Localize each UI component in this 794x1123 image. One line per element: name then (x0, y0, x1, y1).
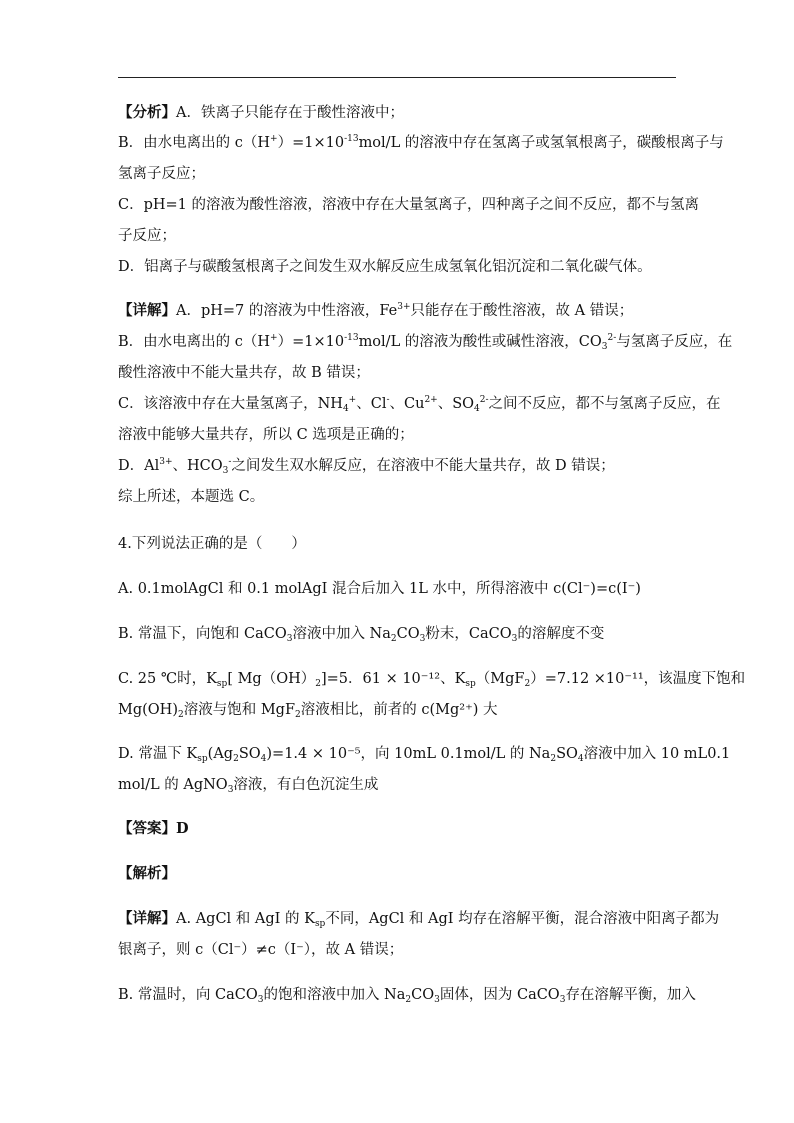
detail1-tag: 【详解】 (118, 302, 176, 319)
analysis-line-3: 氢离子反应； (118, 166, 205, 182)
analysis-line-1: 【分析】A．铁离子只能存在于酸性溶液中； (118, 104, 404, 121)
analysis-tag: 【分析】 (118, 104, 176, 121)
answer: 【答案】D (118, 820, 189, 837)
option-c-line-2: $Mg(OH)_2$溶液与饱和 MgF$_2$溶液相比，前者的 c(Mg²⁺) 大 (118, 702, 498, 720)
header-rule (118, 77, 676, 78)
detail2-line-2: 银离子，则 c（Cl⁻）≠c（I⁻），故 A 错误； (118, 942, 404, 958)
detail2-line-3: B. 常温时，向 CaCO$_3$的饱和溶液中加入 $Na_2CO_3$固体，因为 CaCO$_3$存在溶解平衡，加入 (118, 987, 696, 1005)
option-d-line-1: D. 常温下 $K_{sp}(Ag_2SO_4)=1.4 \times 10^{-5}$，向 10mL 0.1mol/L 的 $Na_2SO_4$溶液中加入 10 mL0.1 (118, 746, 731, 764)
detail1-line-5: 溶液中能够大量共存，所以 C 选项是正确的； (118, 427, 414, 443)
analysis-line-6: D．铝离子与碳酸氢根离子之间发生双水解反应生成氢氧化铝沉淀和二氧化碳气体。 (118, 259, 652, 275)
detail2-tag: 【详解】 (118, 910, 176, 927)
detail1-line-4: C．该溶液中存在大量氢离子，$NH_4^+$、Cl-、$Cu^{2+}$、$SO_4^{2-}$之间不反应，都不与氢离子反应，在 (118, 395, 721, 414)
detail1-line-7: 综上所述，本题选 C。 (118, 489, 265, 505)
question-stem: 4.下列说法正确的是（ ） (118, 536, 306, 552)
analysis-line-5: 子反应； (118, 228, 176, 244)
detail1-line-2: B．由水电离出的 $c(H^+)=1\times 10^{-13}mol/L$ 的溶液为酸性或碱性溶液，$CO_3^{2-}$与氢离子反应，在 (118, 333, 733, 352)
option-c-line-1: C. 25 ℃时，$K_{sp}$[ $Mg(OH)_2]=5$．61 × 10⁻¹²、$K_{sp}(MgF_2)=7.12 \times 10^{-11}$，该温度下饱和 (118, 671, 746, 689)
detail1-line-3: 酸性溶液中不能大量共存，故 B 错误； (118, 365, 370, 381)
detail2-line-1: 【详解】A. AgCl 和 AgI 的 $K_{sp}$不同，AgCl 和 AgI 均存在溶解平衡，混合溶液中阳离子都为 (118, 910, 720, 929)
analysis-line-2: B．由水电离出的 $c(H^+)=1\times 10^{-13}mol/L$ 的溶液中存在氢离子或氢氧根离子，碳酸根离子与 (118, 134, 724, 151)
option-b: B. 常温下，向饱和 CaCO$_3$溶液中加入 $Na_2CO_3$粉末，CaCO$_3$的溶解度不变 (118, 626, 605, 644)
explanation-heading: 【解析】 (118, 865, 176, 882)
analysis-line-4: C．pH=1 的溶液为酸性溶液，溶液中存在大量氢离子，四种离子之间不反应，都不与氢离 (118, 197, 700, 213)
option-a: A. 0.1molAgCl 和 0.1 molAgI 混合后加入 1L 水中，所得溶液中 c(Cl⁻)=c(I⁻) (118, 581, 641, 597)
detail1-line-1: 【详解】A．pH=7 的溶液为中性溶液，$Fe^{3+}$只能存在于酸性溶液，故 A 错误； (118, 302, 634, 319)
detail1-line-6: D．$Al^{3+}$、$HCO_3^-$之间发生双水解反应，在溶液中不能大量共存，故 D 错误； (118, 457, 615, 476)
option-d-line-2: mol/L 的 AgNO$_3$溶液，有白色沉淀生成 (118, 777, 379, 795)
